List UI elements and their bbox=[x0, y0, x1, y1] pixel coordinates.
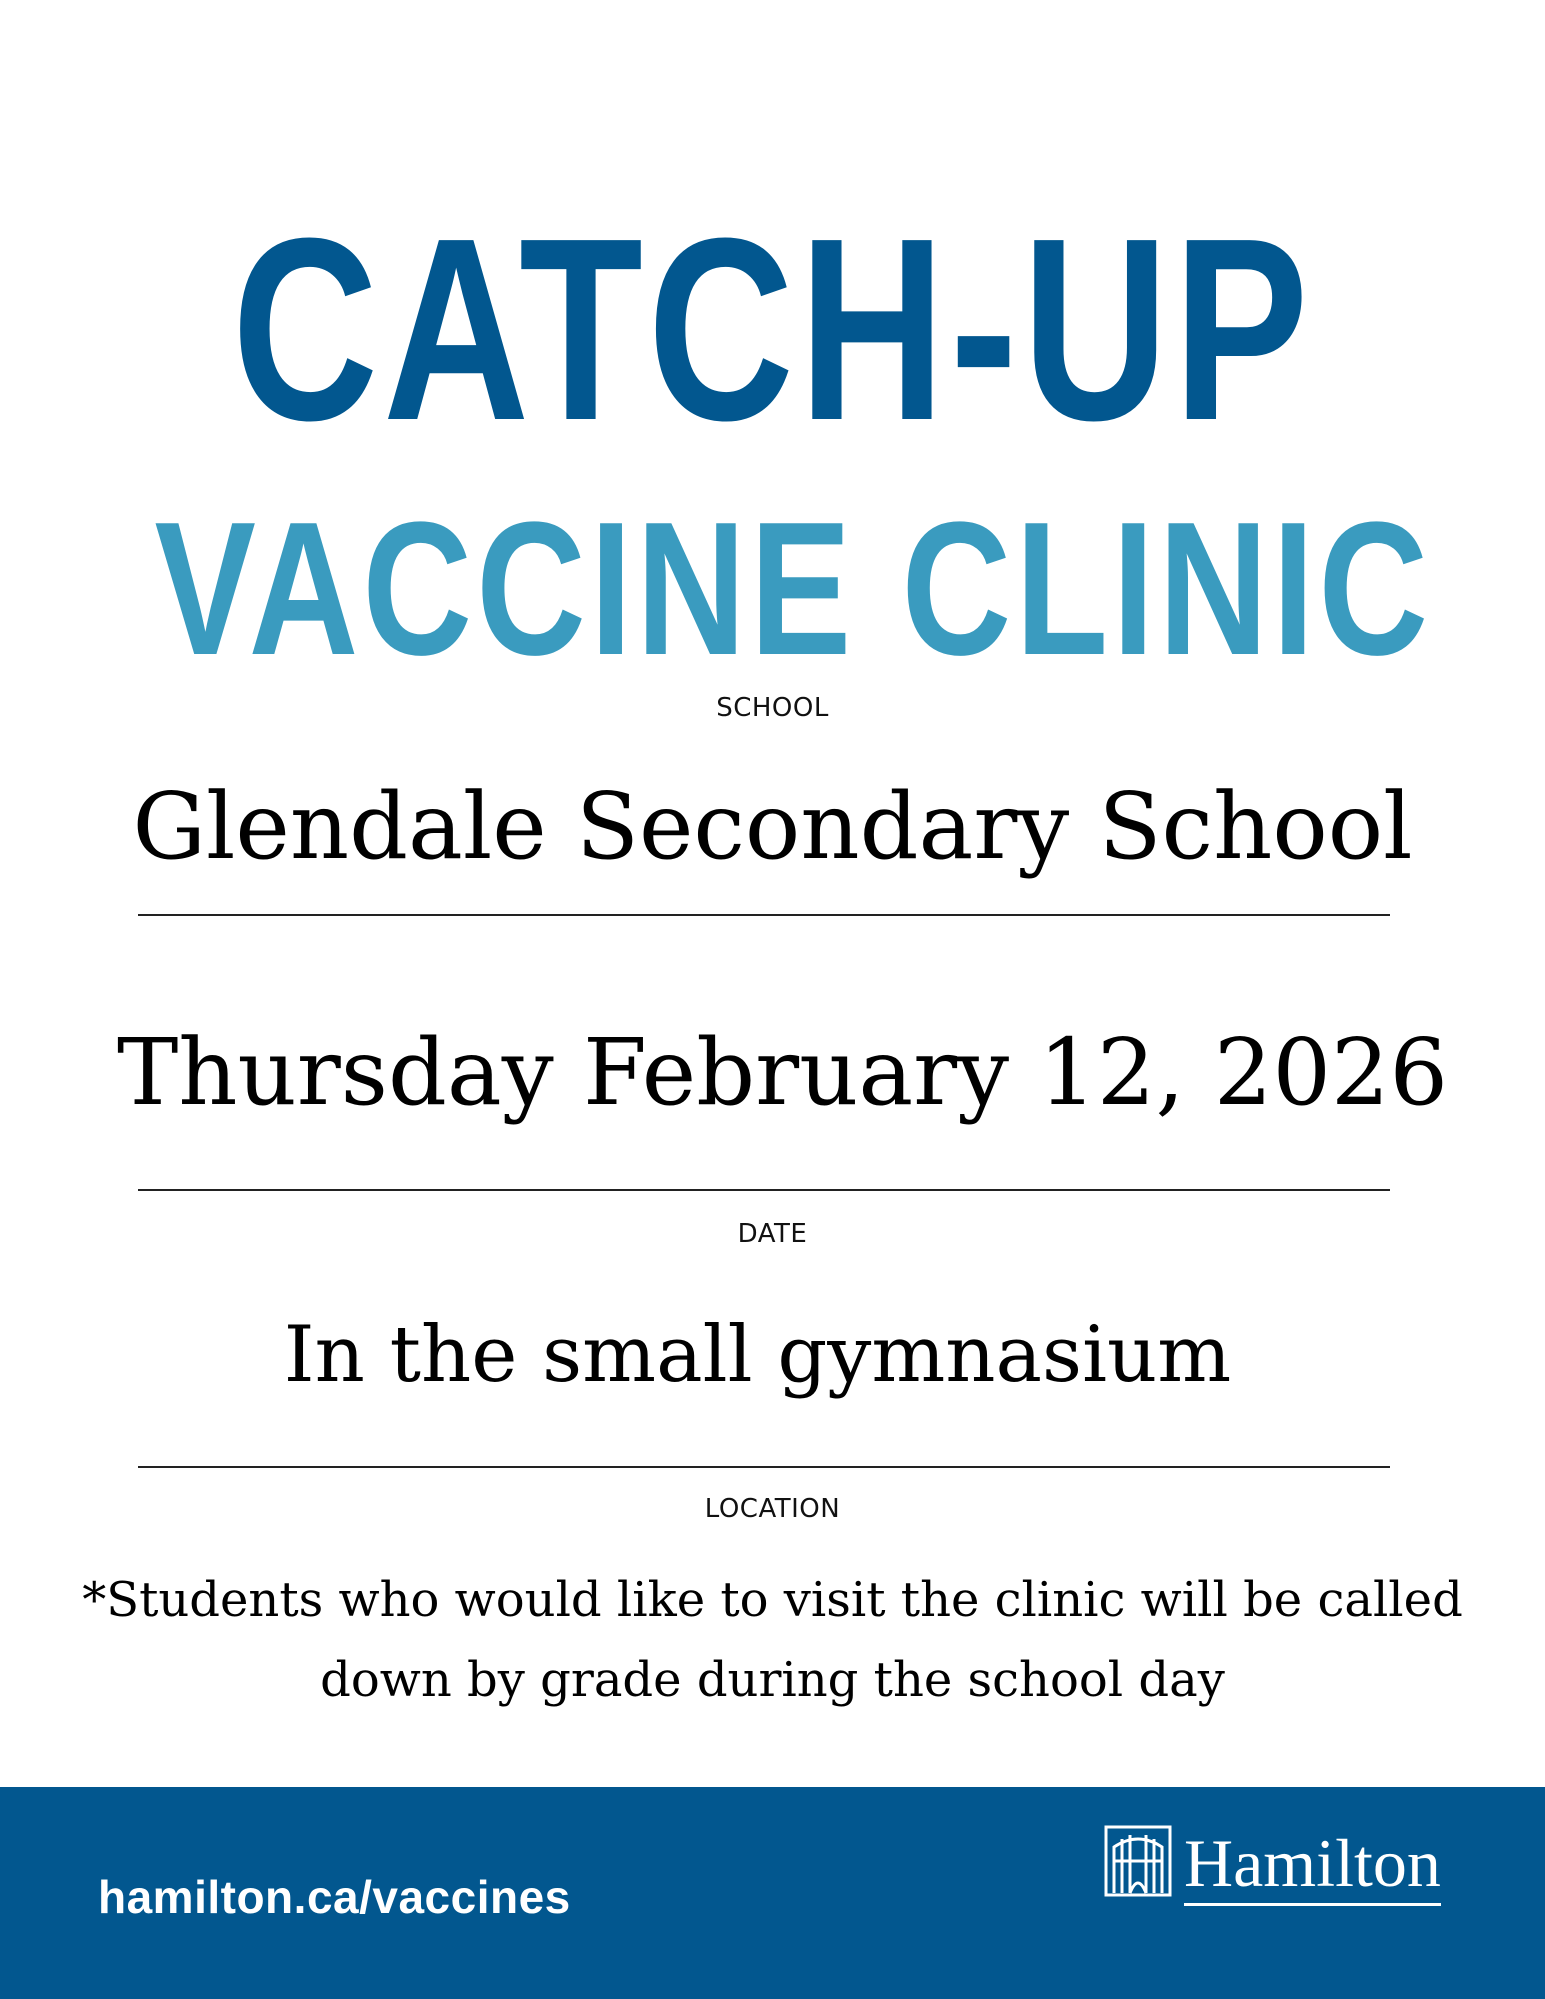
title-catch-up: CATCH-UP bbox=[231, 185, 1314, 475]
hamilton-logo-text: Hamilton bbox=[1184, 1823, 1441, 1906]
school-caption: SCHOOL bbox=[716, 693, 829, 723]
school-underline bbox=[138, 914, 1390, 916]
note-line-2: down by grade during the school day bbox=[320, 1652, 1225, 1708]
location-underline bbox=[138, 1466, 1390, 1468]
school-name: Glendale Secondary School bbox=[132, 773, 1413, 880]
title-vaccine-clinic: VACCINE CLINIC bbox=[154, 483, 1433, 695]
footer-url-link[interactable]: hamilton.ca/vaccines bbox=[98, 1871, 571, 1923]
location-value: In the small gymnasium bbox=[283, 1310, 1232, 1400]
hamilton-bridge-logo-icon bbox=[1104, 1825, 1172, 1897]
hamilton-logo bbox=[1104, 1823, 1464, 1913]
date-underline bbox=[138, 1189, 1390, 1191]
location-caption: LOCATION bbox=[704, 1494, 841, 1524]
footer-bar bbox=[0, 1787, 1545, 1999]
date-caption: DATE bbox=[737, 1219, 808, 1249]
note-line-1: *Students who would like to visit the clinic will be called bbox=[82, 1572, 1463, 1628]
date-value: Thursday February 12, 2026 bbox=[116, 1019, 1449, 1126]
